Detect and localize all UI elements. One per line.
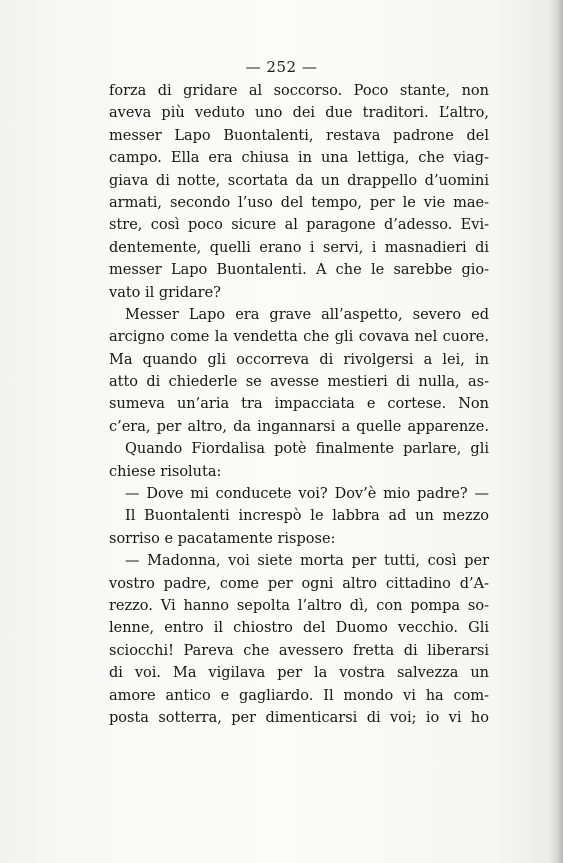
text-line: armati, secondo l’uso del tempo, per le vie mae-	[109, 194, 489, 211]
text-line: campo. Ella era chiusa in una lettiga, che viag-	[109, 150, 489, 167]
text-line: sumeva un’aria tra impacciata e cortese. Non	[109, 396, 489, 413]
text-line: forza di gridare al soccorso. Poco stante, non	[109, 83, 489, 99]
text-line: vostro padre, come per ogni altro cittadino d’A-	[109, 575, 489, 592]
text-line: sorriso e pacatamente rispose:	[109, 530, 336, 547]
text-line: c’era, per altro, da ingannarsi a quelle apparenze.	[109, 418, 489, 435]
page-number: — 252 —	[245, 58, 318, 76]
text-line: arcigno come la vendetta che gli covava nel cuore.	[109, 329, 489, 346]
text-line: atto di chiederle se avesse mestieri di nulla, as-	[109, 374, 489, 391]
text-line: posta sotterra, per dimenticarsi di voi; io vi ho	[109, 709, 489, 726]
text-line: chiese risoluta:	[109, 463, 222, 480]
text-line: rezzo. Vi hanno sepolta l’altro dì, con pompa so-	[109, 597, 489, 614]
text-line: dentemente, quelli erano i servi, i masnadieri di	[109, 239, 489, 256]
text-line: Messer Lapo era grave all’aspetto, severo ed	[125, 306, 489, 323]
text-line: messer Lapo Buontalenti, restava padrone del	[109, 127, 489, 144]
text-line: — Madonna, voi siete morta per tutti, così per	[125, 553, 489, 570]
binding-shadow	[549, 0, 563, 863]
text-line: Ma quando gli occorreva di rivolgersi a lei, in	[109, 351, 489, 368]
text-line: lenne, entro il chiostro del Duomo vecchio. Gli	[109, 620, 489, 637]
text-line: di voi. Ma vigilava per la vostra salvezza un	[109, 665, 489, 682]
text-line: vato il gridare?	[109, 284, 221, 301]
text-line: sciocchi! Pareva che avessero fretta di liberarsi	[109, 642, 489, 659]
text-line: giava di notte, scortata da un drappello d’uomini	[109, 172, 489, 189]
text-line: Il Buontalenti increspò le labbra ad un mezzo	[125, 508, 489, 525]
body-text	[109, 80, 489, 729]
text-line: Quando Fiordalisa potè finalmente parlare, gli	[125, 441, 489, 458]
text-line: aveva più veduto uno dei due traditori. L’altro,	[109, 105, 489, 122]
text-line: messer Lapo Buontalenti. A che le sarebbe gio-	[109, 262, 489, 279]
text-line: amore antico e gagliardo. Il mondo vi ha com-	[109, 687, 489, 704]
text-line: — Dove mi conducete voi? Dov’è mio padre? —	[125, 486, 489, 503]
text-line: stre, così poco sicure al paragone d’adesso. Evi-	[109, 217, 489, 234]
